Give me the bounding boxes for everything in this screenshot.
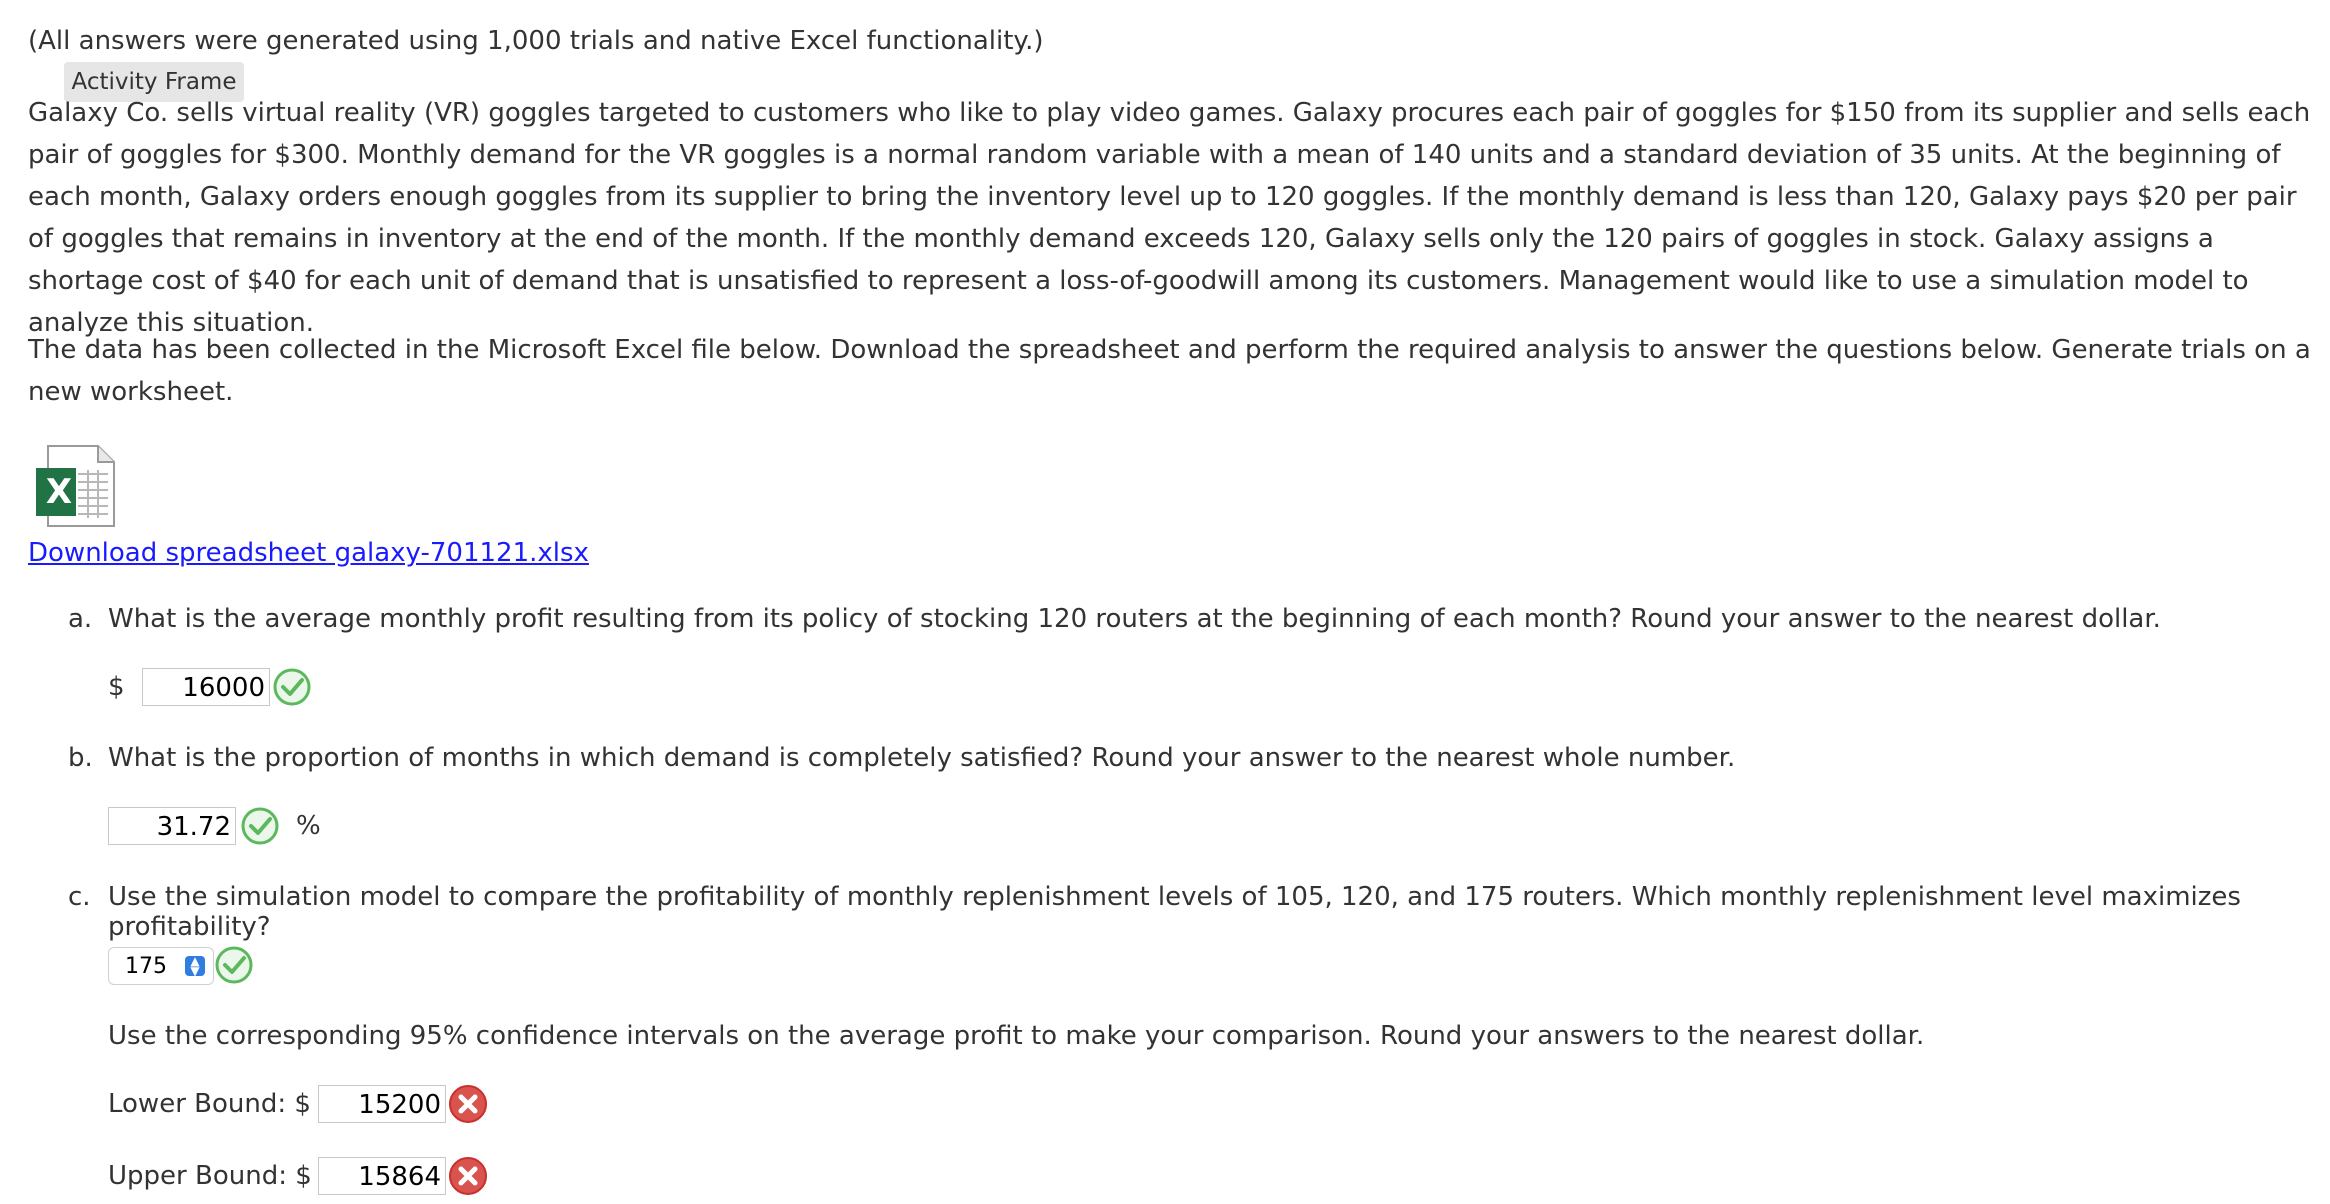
- problem-paragraph: Galaxy Co. sells virtual reality (VR) goggles targeted to customers who like to play video games. Galaxy procures each pair of goggles for $150 from its supplier and sells each pair of goggles for $300. Monthly demand for the VR goggles is a normal random variable with a mean of 140 units and a standard deviation of 35 units. At the beginning of each month, Galaxy orders enough goggles from its supplier to bring the inventory level up to 120 goggles. If the monthly demand is less than 120, Galaxy pays $20 per pair of goggles that remains in inventory at the end of the month. If the monthly demand exceeds 120, Galaxy sells only the 120 pairs of goggles in stock. Galaxy assigns a shortage cost of $40 for each unit of demand that is unsatisfied to represent a loss-of-goodwill among its customers. Management would like to use a simulation model to analyze this situation.: [28, 98, 2311, 338]
- correct-check-icon: [240, 806, 280, 846]
- replenishment-level-select[interactable]: [108, 947, 214, 985]
- excel-icon-letter: X: [45, 472, 73, 512]
- lower-bound-input[interactable]: 15200: [318, 1085, 446, 1123]
- correct-check-icon: [272, 667, 312, 707]
- lower-bound-label: Lower Bound: $: [108, 1089, 311, 1119]
- question-b-letter: b.: [68, 743, 93, 773]
- question-b-text: What is the proportion of months in which demand is completely satisfied? Round your answer to the nearest whole number.: [108, 743, 1736, 773]
- question-c-text: Use the simulation model to compare the profitability of monthly replenishment levels of 105, 120, and 175 routers. Which monthly replenishment level maximizes profitability?: [108, 882, 2241, 942]
- trials-note: (All answers were generated using 1,000 trials and native Excel functionality.): [28, 26, 1044, 56]
- replenishment-level-value: 175: [125, 954, 167, 979]
- upper-bound-input[interactable]: 15864: [318, 1157, 446, 1195]
- confidence-interval-instructions: Use the corresponding 95% confidence intervals on the average profit to make your comparison. Round your answers to the nearest dollar.: [108, 1021, 1925, 1051]
- correct-check-icon: [214, 945, 254, 985]
- question-a-text: What is the average monthly profit resulting from its policy of stocking 120 routers at the beginning of each month? Round your answer to the nearest dollar.: [108, 604, 2161, 634]
- upper-bound-label: Upper Bound: $: [108, 1161, 312, 1191]
- incorrect-x-icon: [448, 1084, 488, 1124]
- question-a-dollar: $: [108, 672, 125, 702]
- answer-a-input[interactable]: 16000: [142, 668, 270, 706]
- question-a-letter: a.: [68, 604, 93, 634]
- activity-frame-tooltip: Activity Frame: [64, 62, 244, 102]
- download-spreadsheet-link[interactable]: Download spreadsheet galaxy-701121.xlsx: [28, 538, 589, 568]
- answer-b-input[interactable]: 31.72: [108, 807, 236, 845]
- question-c-letter: c.: [68, 882, 91, 912]
- incorrect-x-icon: [448, 1156, 488, 1196]
- data-instructions: The data has been collected in the Microsoft Excel file below. Download the spreadsheet and perform the required analysis to answer the questions below. Generate trials on a new worksheet.: [28, 335, 2311, 407]
- select-arrows-icon: ▲ ▼: [185, 956, 205, 976]
- answer-b-percent: %: [296, 811, 321, 841]
- excel-file-icon[interactable]: [34, 444, 116, 528]
